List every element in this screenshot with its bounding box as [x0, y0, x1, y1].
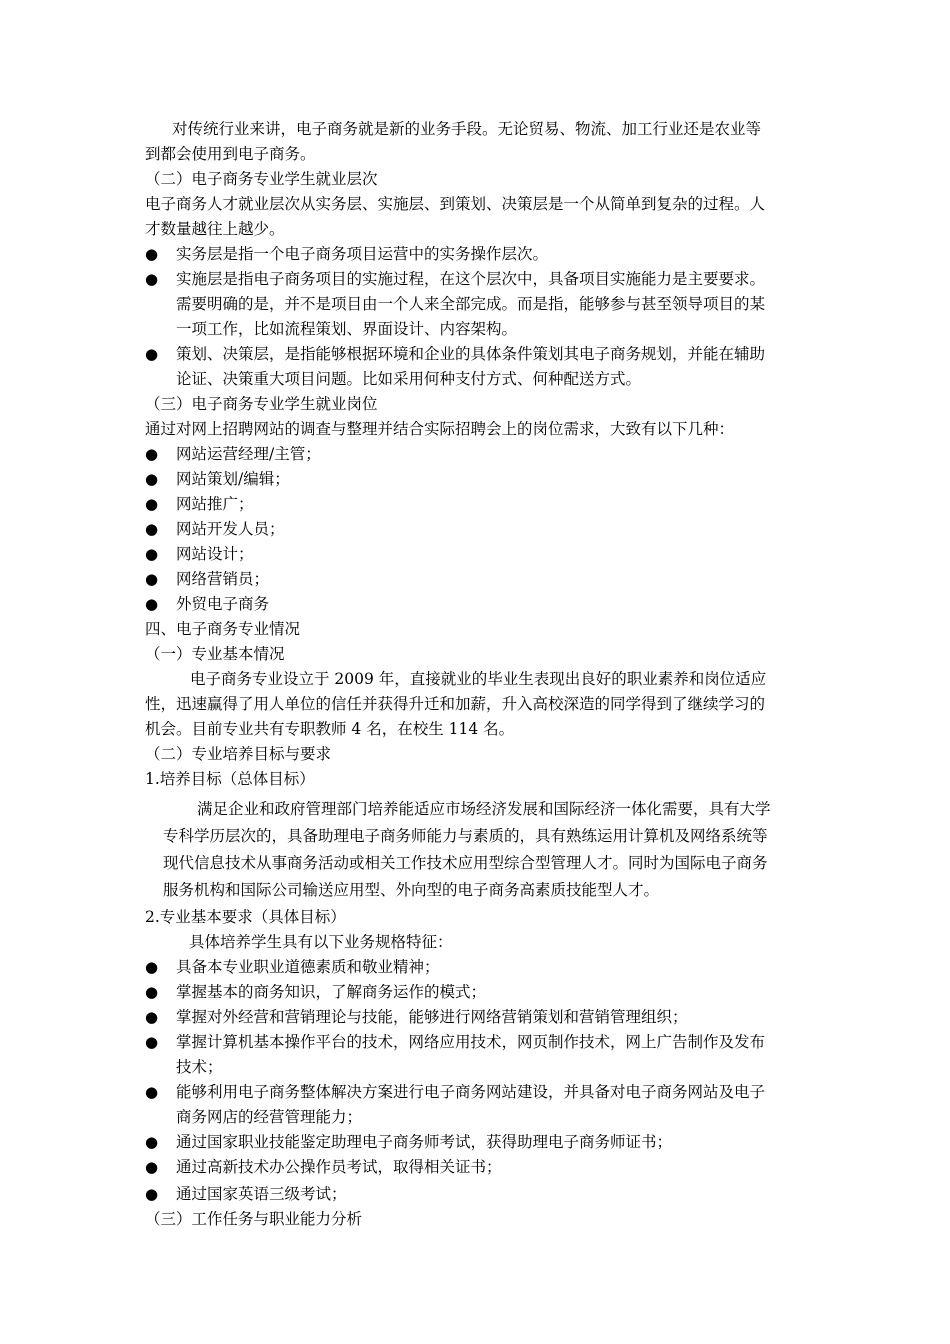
section-heading: 2.专业基本要求（具体目标）	[145, 908, 346, 926]
section-heading: （二）专业培养目标与要求	[145, 745, 332, 763]
bullet-dot-icon: ●	[145, 1083, 159, 1101]
section-heading: （二）电子商务专业学生就业层次	[145, 170, 378, 188]
bullet-text: 实施层是指电子商务项目的实施过程，在这个层次中，具备项目实施能力是主要要求。	[176, 270, 766, 288]
bullet-dot-icon: ●	[145, 545, 159, 563]
bullet-text: 掌握计算机基本操作平台的技术，网络应用技术，网页制作技术，网上广告制作及发布	[176, 1033, 766, 1051]
bullet-text: 外贸电子商务	[176, 595, 270, 613]
bullet-text: 掌握对外经营和营销理论与技能，能够进行网络营销策划和营销管理组织；	[176, 1008, 688, 1026]
bullet-text: 论证、决策重大项目问题。比如采用何种支付方式、何种配送方式。	[176, 370, 642, 388]
paragraph-line: 电子商务人才就业层次从实务层、实施层、到策划、决策层是一个从简单到复杂的过程。人	[145, 195, 766, 213]
bullet-text: 掌握基本的商务知识，了解商务运作的模式；	[176, 983, 487, 1001]
paragraph-line: 对传统行业来讲，电子商务就是新的业务手段。无论贸易、物流、加工行业还是农业等	[172, 120, 762, 138]
bullet-text: 通过高新技术办公操作员考试，取得相关证书；	[176, 1158, 502, 1176]
bullet-dot-icon: ●	[145, 520, 159, 538]
bullet-text: 网站推广；	[176, 495, 254, 513]
paragraph-line: 服务机构和国际公司输送应用型、外向型的电子商务高素质技能型人才。	[163, 881, 660, 899]
bullet-dot-icon: ●	[145, 470, 159, 488]
bullet-text: 技术；	[176, 1058, 223, 1076]
bullet-dot-icon: ●	[145, 1185, 159, 1203]
bullet-text: 需要明确的是，并不是项目由一个人来全部完成。而是指，能够参与甚至领导项目的某	[176, 295, 766, 313]
bullet-text: 网站策划/编辑；	[176, 470, 290, 488]
bullet-text: 实务层是指一个电子商务项目运营中的实务操作层次。	[176, 245, 549, 263]
paragraph-line: 满足企业和政府管理部门培养能适应市场经济发展和国际经济一体化需要，具有大学	[197, 800, 771, 818]
paragraph-line: 电子商务专业设立于 2009 年，直接就业的毕业生表现出良好的职业素养和岗位适应	[190, 670, 767, 688]
section-heading: 四、电子商务专业情况	[145, 620, 301, 638]
bullet-dot-icon: ●	[145, 983, 159, 1001]
bullet-dot-icon: ●	[145, 958, 159, 976]
paragraph-line: 具体培养学生具有以下业务规格特征：	[189, 933, 453, 951]
bullet-text: 一项工作，比如流程策划、界面设计、内容架构。	[176, 320, 518, 338]
bullet-dot-icon: ●	[145, 345, 159, 363]
section-heading: （一）专业基本情况	[145, 645, 285, 663]
paragraph-line: 通过对网上招聘网站的调查与整理并结合实际招聘会上的岗位需求，大致有以下几种：	[145, 420, 735, 438]
bullet-text: 能够利用电子商务整体解决方案进行电子商务网站建设，并具备对电子商务网站及电子	[176, 1083, 766, 1101]
paragraph-line: 性，迅速赢得了用人单位的信任并获得升迁和加薪，升入高校深造的同学得到了继续学习的	[145, 695, 766, 713]
paragraph-line: 到都会使用到电子商务。	[145, 145, 316, 163]
bullet-text: 网站设计；	[176, 545, 254, 563]
bullet-dot-icon: ●	[145, 495, 159, 513]
bullet-dot-icon: ●	[145, 1133, 159, 1151]
bullet-text: 通过国家职业技能鉴定助理电子商务师考试，获得助理电子商务师证书；	[176, 1133, 673, 1151]
bullet-dot-icon: ●	[145, 270, 159, 288]
bullet-dot-icon: ●	[145, 1158, 159, 1176]
bullet-text: 网站运营经理/主管；	[176, 445, 321, 463]
bullet-text: 具备本专业职业道德素质和敬业精神；	[176, 958, 440, 976]
bullet-text: 网络营销员；	[176, 570, 270, 588]
section-heading: 1.培养目标（总体目标）	[145, 770, 315, 788]
bullet-dot-icon: ●	[145, 445, 159, 463]
bullet-text: 通过国家英语三级考试；	[176, 1185, 347, 1203]
paragraph-line: 专科学历层次的，具备助理电子商务师能力与素质的，具有熟练运用计算机及网络系统等	[163, 827, 768, 845]
bullet-text: 网站开发人员；	[176, 520, 285, 538]
section-heading: （三）电子商务专业学生就业岗位	[145, 395, 378, 413]
bullet-text: 策划、决策层，是指能够根据环境和企业的具体条件策划其电子商务规划，并能在辅助	[176, 345, 766, 363]
paragraph-line: 现代信息技术从事商务活动或相关工作技术应用型综合型管理人才。同时为国际电子商务	[163, 854, 768, 872]
bullet-dot-icon: ●	[145, 1033, 159, 1051]
paragraph-line: 才数量越往上越少。	[145, 220, 285, 238]
bullet-text: 商务网店的经营管理能力；	[176, 1108, 363, 1126]
section-heading: （三）工作任务与职业能力分析	[145, 1210, 363, 1228]
bullet-dot-icon: ●	[145, 570, 159, 588]
bullet-dot-icon: ●	[145, 245, 159, 263]
bullet-dot-icon: ●	[145, 1008, 159, 1026]
paragraph-line: 机会。目前专业共有专职教师 4 名，在校生 114 名。	[145, 720, 515, 738]
bullet-dot-icon: ●	[145, 595, 159, 613]
